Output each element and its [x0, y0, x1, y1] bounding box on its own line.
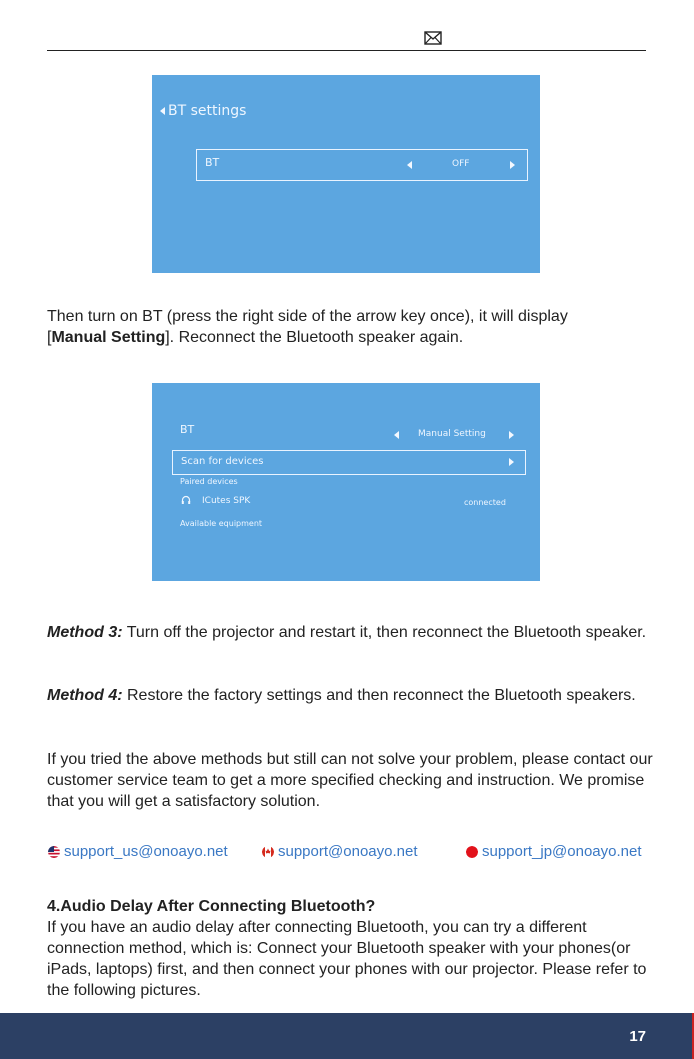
support-jp[interactable] [466, 843, 642, 860]
section-4-body: If you have an audio delay after connecting Bluetooth, you can try a different connection method, which is: Connect your Bluetooth speaker with your phones(or iPads, laptops) first, and then connect your phones with our projector. Please refer to the following pictures. [47, 919, 647, 999]
page-footer [0, 1013, 694, 1059]
support-us-email[interactable]: support_us@onoayo.net [64, 843, 228, 860]
available-equipment-label: Available equipment [180, 519, 263, 528]
contact-paragraph: If you tried the above methods but still can not solve your problem, please contact our customer service team to get a more specified checking and instruction. We promise that you will get a satisfactory solution. [47, 751, 653, 810]
right-arrow-icon [509, 431, 514, 439]
support-us[interactable] [48, 843, 228, 860]
right-arrow-icon [510, 161, 515, 169]
page-number: 17 [629, 1028, 646, 1045]
left-arrow-icon [394, 431, 399, 439]
right-arrow-icon [509, 458, 514, 466]
section-4 [47, 896, 657, 1001]
us-flag-icon [48, 846, 60, 858]
bt-label: BT [180, 423, 195, 436]
header-divider [47, 50, 646, 51]
scan-devices-label: Scan for devices [181, 456, 264, 467]
japan-flag-icon [466, 846, 478, 858]
device-status: connected [464, 498, 506, 507]
bt-settings-screenshot [152, 75, 540, 273]
method-4-label: Method 4: [47, 687, 123, 704]
bt-settings-title: BT settings [168, 103, 247, 119]
scan-devices-row [172, 450, 526, 475]
device-name: ICutes SPK [202, 496, 251, 506]
support-ca-email[interactable]: support@onoayo.net [278, 843, 418, 860]
method-4-paragraph: Method 4: Restore the factory settings and then reconnect the Bluetooth speakers. [47, 687, 636, 704]
back-arrow-icon [160, 107, 165, 115]
mail-icon [424, 31, 442, 45]
manual-setting-screenshot [152, 383, 540, 581]
bt-row-value: OFF [452, 159, 470, 169]
bt-row-label: BT [205, 156, 220, 169]
headphones-icon [181, 495, 191, 505]
left-arrow-icon [407, 161, 412, 169]
bt-row [196, 149, 528, 181]
section-4-heading: 4.Audio Delay After Connecting Bluetooth? [47, 898, 376, 915]
manual-setting-paragraph: Then turn on BT (press the right side of the arrow key once), it will display [Manual Setting]. Reconnect the Bluetooth speaker again. [47, 308, 568, 346]
canada-flag-icon [262, 846, 274, 858]
paired-devices-label: Paired devices [180, 477, 238, 486]
support-ca[interactable] [262, 843, 418, 860]
method-3-label: Method 3: [47, 624, 123, 641]
bt-value: Manual Setting [418, 429, 486, 439]
manual-setting-bold: Manual Setting [51, 329, 166, 346]
method-3-paragraph: Method 3: Turn off the projector and restart it, then reconnect the Bluetooth speaker. [47, 624, 647, 641]
support-jp-email[interactable]: support_jp@onoayo.net [482, 843, 642, 860]
